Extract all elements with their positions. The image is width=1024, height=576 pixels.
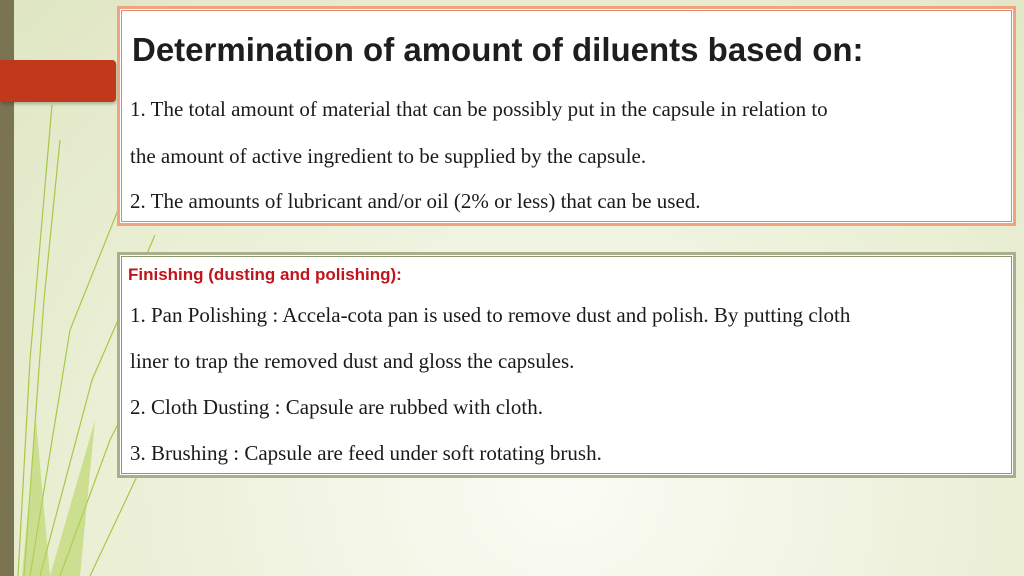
finishing-heading: Finishing (dusting and polishing): — [128, 265, 402, 284]
diluent-point-1-continued: the amount of active ingredient to be supplied by the capsule. — [130, 144, 647, 168]
finishing-point-1-continued: liner to trap the removed dust and gloss the capsules. — [130, 349, 575, 373]
diluent-point-2: 2. The amounts of lubricant and/or oil (2% or less) that can be used. — [130, 189, 701, 213]
diluent-point-1: 1. The total amount of material that can be possibly put in the capsule in relation to — [130, 97, 828, 121]
red-accent-tab — [0, 60, 116, 102]
diluents-box — [117, 6, 1016, 226]
finishing-point-1: 1. Pan Polishing : Accela-cota pan is used to remove dust and polish. By putting cloth — [130, 303, 851, 327]
finishing-point-2: 2. Cloth Dusting : Capsule are rubbed with cloth. — [130, 395, 543, 419]
slide-title: Determination of amount of diluents based on: — [132, 31, 864, 68]
finishing-point-3: 3. Brushing : Capsule are feed under soft rotating brush. — [130, 441, 602, 465]
finishing-box — [117, 252, 1016, 478]
